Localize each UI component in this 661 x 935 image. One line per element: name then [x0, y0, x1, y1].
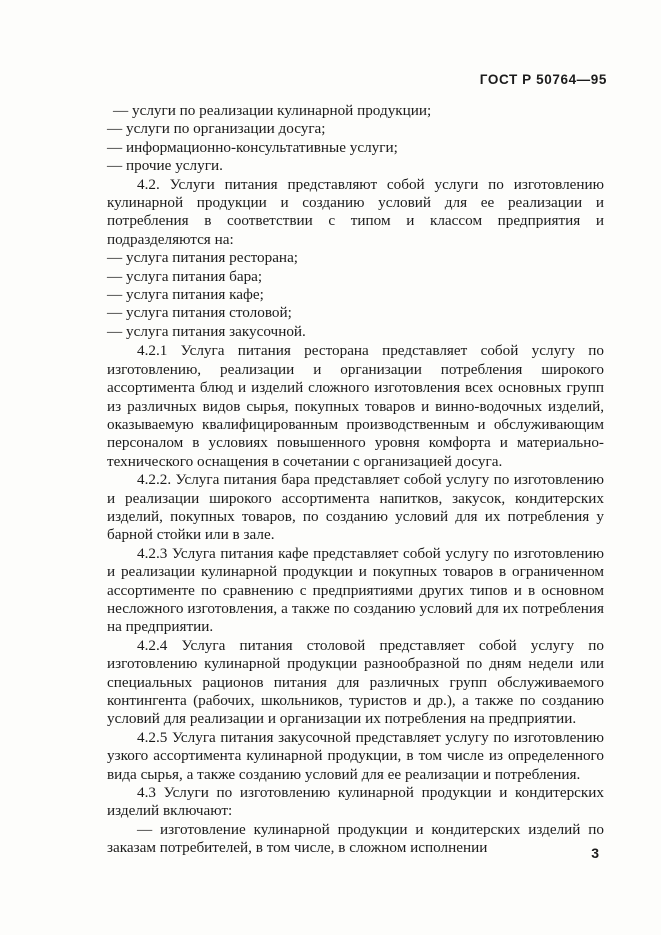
- clause-4-2-4: 4.2.4 Услуга питания столовой представляет собой услугу по изготовлению кулинарной продукции разнообразной по дням недели или специальных рационов питания для различных групп обслуживаемого контингента (рабочих, школьников, туристов и др.), а также по созданию условий для реализации и организации их потребления на предприятии.: [107, 636, 604, 728]
- clause-4-2: 4.2. Услуги питания представляют собой услуги по изготовлению кулинарной продукции и созданию условий для ее реализации и потребления в соответствии с типом и классом предприятия и подразделяются на:: [107, 175, 604, 248]
- list-item: — услуга питания столовой;: [107, 304, 292, 322]
- list-item: — услуги по организации досуга;: [107, 120, 326, 138]
- clause-4-2-5: 4.2.5 Услуга питания закусочной представляет услугу по изготовлению узкого ассортимента кулинарной продукции, в том числе из определенного вида сырья, а также созданию условий для ее реализации и потребления.: [107, 728, 604, 783]
- clause-4-2-1: 4.2.1 Услуга питания ресторана представляет собой услугу по изготовлению, реализации и организации потребления широкого ассортимента блюд и изделий сложного изготовления всех основных групп из различных видов сырья, покупных товаров и винно-водочных изделий, оказываемую квалифицированным производственным и обслуживающим персоналом в условиях повышенного уровня комфорта и материально-технического оснащения в сочетании с организацией досуга.: [107, 342, 604, 470]
- clause-4-2-3: 4.2.3 Услуга питания кафе представляет собой услугу по изготовлению и реализации кулинарной продукции и покупных товаров в ограниченном ассортименте по сравнению с предприятиями других типов и в основном несложного изготовления, а также по созданию условий для их потребления на предприятии.: [107, 544, 604, 636]
- clause-4-3: 4.3 Услуги по изготовлению кулинарной продукции и кондитерских изделий включают:: [107, 784, 604, 820]
- list-item: — услуга питания закусочной.: [107, 322, 306, 340]
- list-item: — услуги по реализации кулинарной продукции;: [113, 102, 432, 119]
- clause-4-2-2: 4.2.2. Услуга питания бара представляет собой услугу по изготовлению и реализации широкого ассортимента напитков, закусок, кондитерских изделий, покупных товаров, по созданию условий для их потребления у барной стойки или в зале.: [107, 471, 604, 544]
- list-item: — информационно-консультативные услуги;: [107, 138, 398, 156]
- standard-code-header: ГОСТ Р 50764—95: [479, 72, 607, 87]
- list-item: — прочие услуги.: [107, 157, 223, 175]
- clause-4-3-item: — изготовление кулинарной продукции и кондитерских изделий по заказам потребителей, в том числе, в сложном исполнении: [107, 820, 604, 857]
- list-item: — услуга питания ресторана;: [107, 249, 299, 267]
- page-number: 3: [591, 845, 599, 861]
- document-body: [107, 102, 604, 858]
- list-item: — услуга питания кафе;: [107, 286, 264, 304]
- list-item: — услуга питания бара;: [107, 267, 263, 285]
